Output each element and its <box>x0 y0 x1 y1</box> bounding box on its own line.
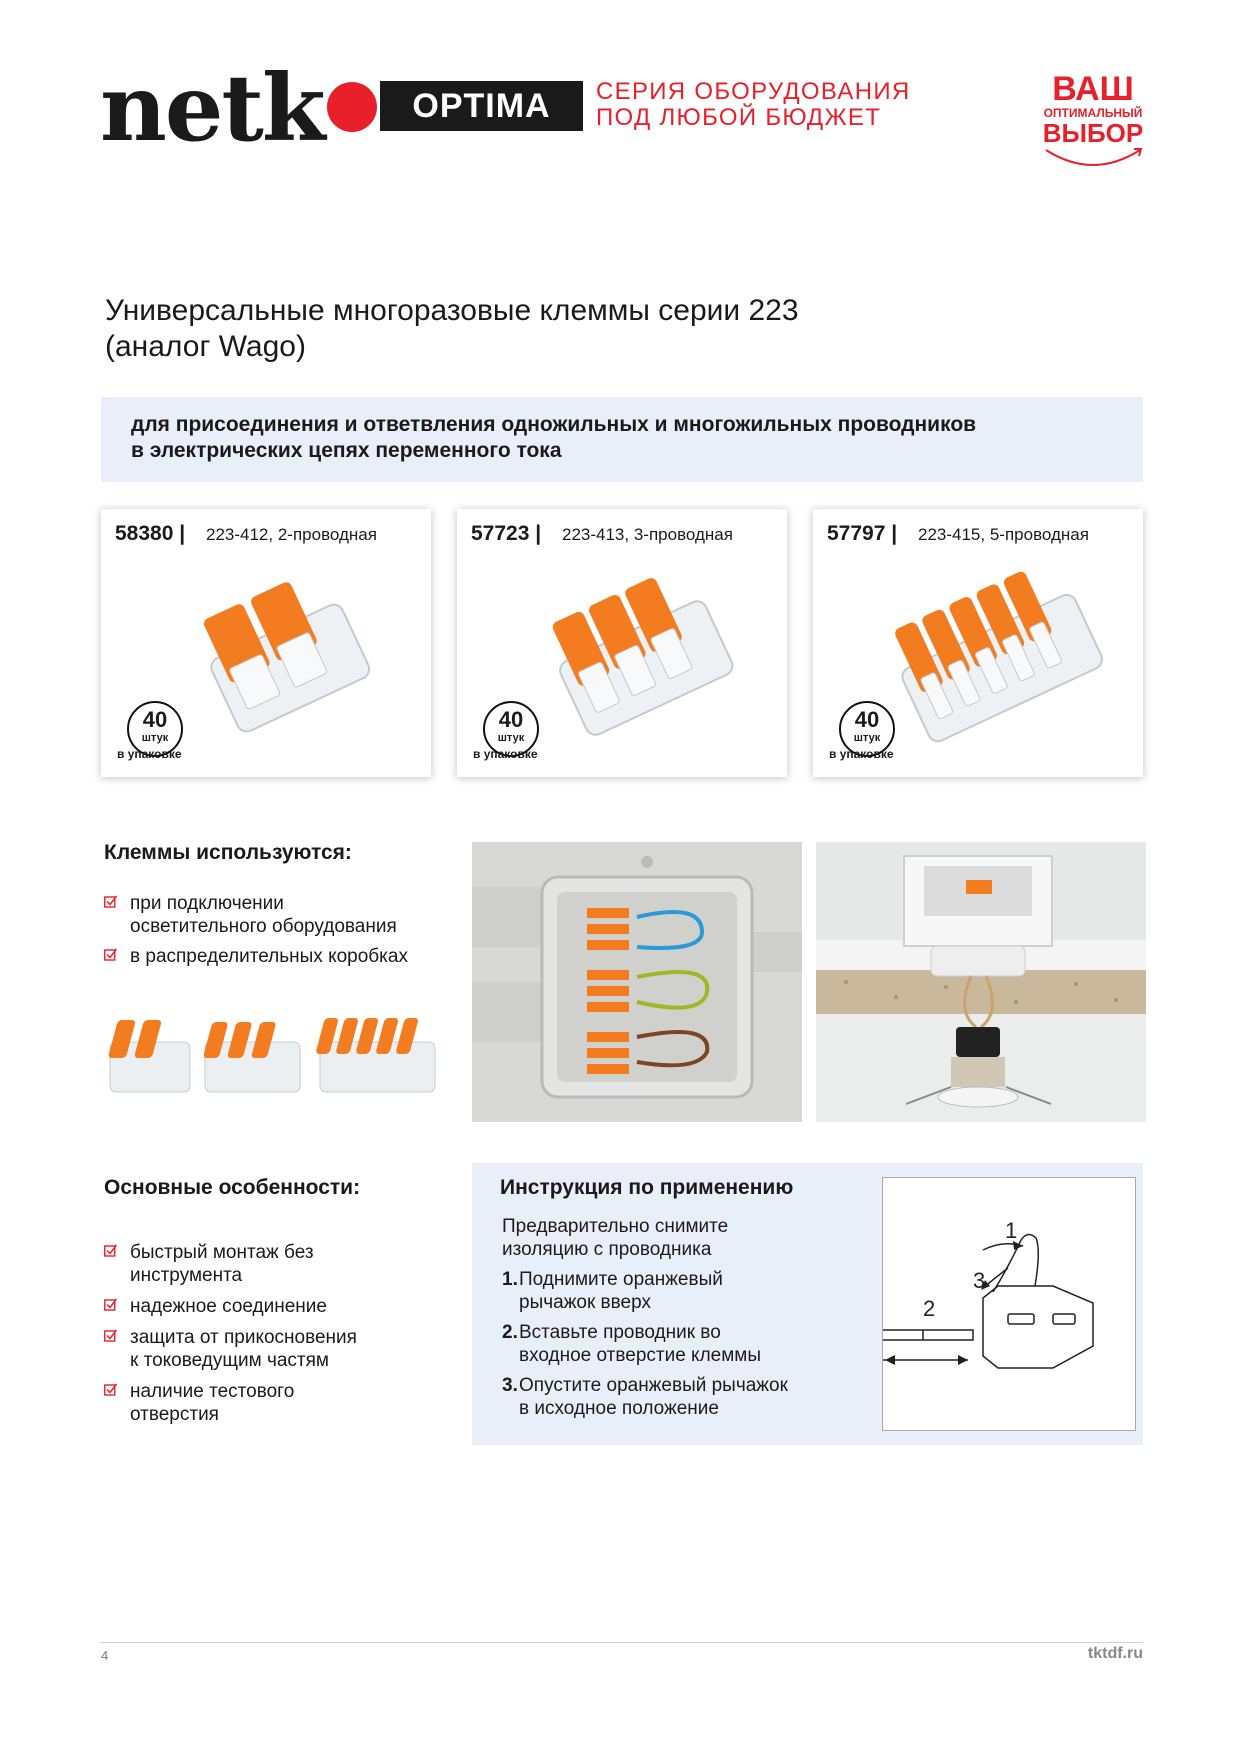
tagline-line: ПОД ЛЮБОЙ БЮДЖЕТ <box>596 104 882 131</box>
description-box <box>101 397 1143 482</box>
product-code: 57723 | <box>471 522 542 545</box>
step-text: в исходное положение <box>519 1398 719 1419</box>
usage-text: осветительного оборудования <box>130 916 397 937</box>
intro-line: изоляцию с проводника <box>502 1239 712 1260</box>
product-card <box>457 509 787 777</box>
description-text <box>131 412 1111 464</box>
instruction-diagram <box>882 1177 1136 1431</box>
footer-divider <box>100 1642 1143 1643</box>
page-title <box>105 293 1005 365</box>
feature-item <box>104 1380 444 1426</box>
feature-item <box>104 1326 444 1372</box>
usage-list <box>104 892 464 968</box>
connector-diagram <box>883 1178 1135 1430</box>
feature-text: быстрый монтаж без <box>130 1242 314 1263</box>
diagram-label-3: 3 <box>973 1268 986 1293</box>
feature-text: защита от прикосновения <box>130 1327 357 1348</box>
instruction-step <box>502 1321 862 1367</box>
website-link[interactable]: tktdf.ru <box>1087 1645 1143 1662</box>
tagline-line: СЕРИЯ ОБОРУДОВАНИЯ <box>596 78 911 105</box>
instruction-heading: Инструкция по применению <box>500 1176 794 1199</box>
checkbox-icon <box>104 948 117 961</box>
pack-label: в упаковке <box>473 747 538 761</box>
series-tagline <box>596 79 911 131</box>
page-number: 4 <box>101 1648 109 1663</box>
series-label: OPTIMA <box>380 81 583 131</box>
usage-heading: Клеммы используются: <box>104 841 352 864</box>
badge-line: ОПТИМАЛЬНЫЙ <box>1043 106 1143 120</box>
usage-item <box>104 892 464 938</box>
instruction-intro <box>502 1215 842 1261</box>
checkbox-icon <box>104 1383 117 1396</box>
product-card <box>813 509 1143 777</box>
feature-text: наличие тестового <box>130 1381 295 1402</box>
usage-text: в распределительных коробках <box>130 946 408 967</box>
instruction-step <box>502 1374 862 1420</box>
step-text: Вставьте проводник во <box>519 1322 721 1343</box>
feature-text: отверстия <box>130 1404 219 1425</box>
diagram-label-2: 2 <box>923 1296 936 1321</box>
usage-item <box>104 945 464 968</box>
pack-count: 40 <box>498 707 524 732</box>
junction-box-photo <box>472 842 802 1122</box>
pack-label: в упаковке <box>117 747 182 761</box>
ceiling-lamp-photo <box>816 842 1146 1122</box>
product-card <box>101 509 431 777</box>
step-number: 3. <box>502 1375 518 1396</box>
pack-label: в упаковке <box>829 747 894 761</box>
intro-line: Предварительно снимите <box>502 1216 729 1237</box>
checkbox-icon <box>104 1244 117 1257</box>
description-line: в электрических цепях переменного тока <box>131 439 562 462</box>
checkbox-icon <box>104 895 117 908</box>
pack-count: 40 <box>142 707 168 732</box>
title-line: Универсальные многоразовые клеммы серии 223 <box>105 294 799 327</box>
brand-logo: netk <box>100 54 324 162</box>
connector-3-image <box>517 549 767 749</box>
checkbox-icon <box>104 1329 117 1342</box>
pack-count: 40 <box>854 707 880 732</box>
pack-unit: штук <box>853 732 881 744</box>
step-text: входное отверстие клеммы <box>519 1345 762 1366</box>
connector-2-image <box>161 549 411 749</box>
optimal-choice-badge <box>1038 72 1148 175</box>
step-number: 2. <box>502 1322 518 1343</box>
product-model: 223-413, 3-проводная <box>562 525 733 544</box>
step-text: Поднимите оранжевый <box>519 1269 723 1290</box>
features-heading: Основные особенности: <box>104 1176 361 1199</box>
step-text: рычажок вверх <box>519 1292 651 1313</box>
feature-item <box>104 1241 444 1287</box>
feature-text: надежное соединение <box>130 1296 327 1317</box>
feature-item <box>104 1295 444 1318</box>
checkbox-icon <box>104 1298 117 1311</box>
product-code: 58380 | <box>115 522 186 545</box>
pack-unit: штук <box>141 732 169 744</box>
usage-text: при подключении <box>130 893 284 914</box>
instruction-steps <box>502 1268 862 1427</box>
product-model: 223-415, 5-проводная <box>918 525 1089 544</box>
step-text: Опустите оранжевый рычажок <box>519 1375 788 1396</box>
step-number: 1. <box>502 1269 518 1290</box>
instruction-box <box>472 1163 1143 1445</box>
badge-line: ВЫБОР <box>1042 118 1144 148</box>
description-line: для присоединения и ответвления одножильных и многожильных проводников <box>131 413 977 436</box>
pack-unit: штук <box>497 732 525 744</box>
features-list <box>104 1241 444 1426</box>
feature-text: инструмента <box>130 1265 243 1286</box>
connectors-row-image <box>105 1002 445 1112</box>
product-model: 223-412, 2-проводная <box>206 525 377 544</box>
title-line: (аналог Wago) <box>105 330 306 363</box>
brand-logo-dot <box>327 82 377 132</box>
feature-text: к токоведущим частям <box>130 1350 329 1371</box>
diagram-label-1: 1 <box>1005 1218 1018 1243</box>
badge-line: ВАШ <box>1052 70 1134 108</box>
instruction-step <box>502 1268 862 1314</box>
product-code: 57797 | <box>827 522 898 545</box>
arc-arrow-icon <box>1038 146 1148 170</box>
connector-5-image <box>873 549 1123 749</box>
